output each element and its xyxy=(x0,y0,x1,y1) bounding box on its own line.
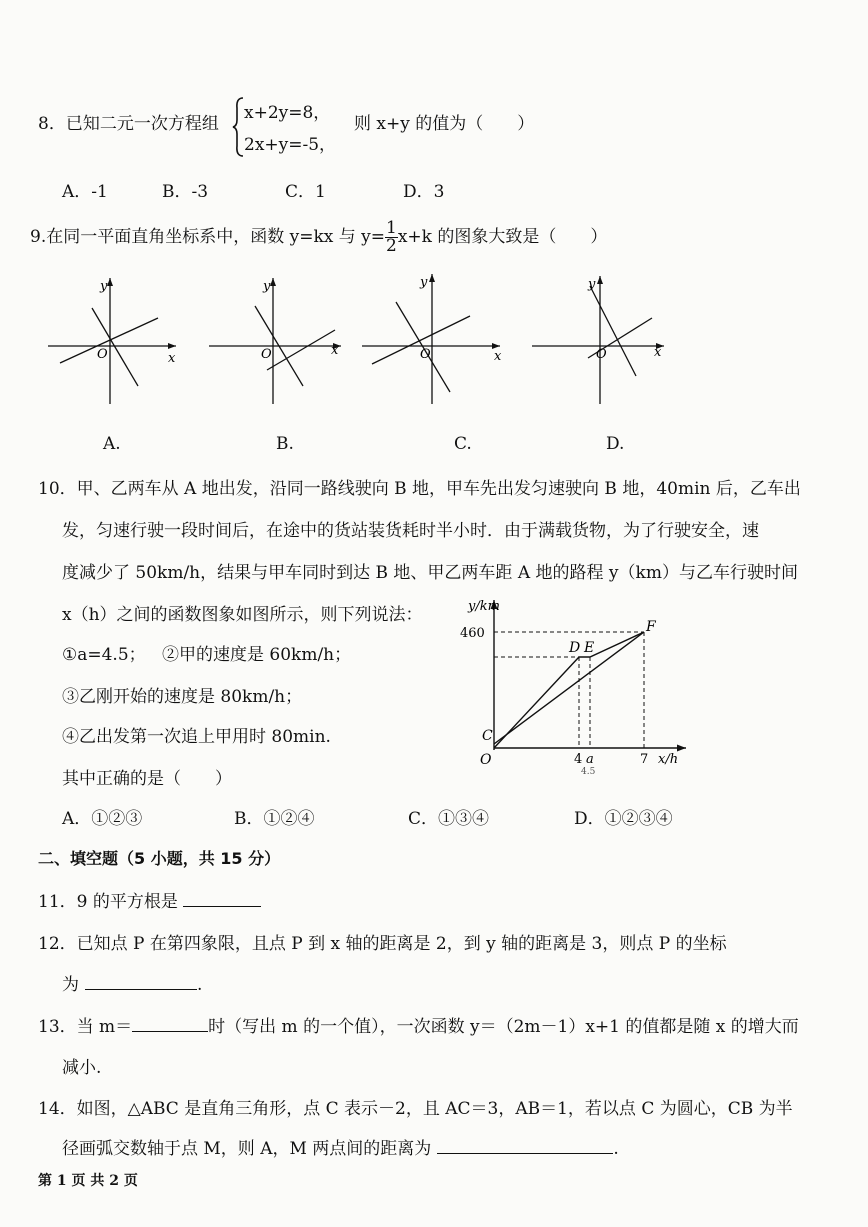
q10-graph-ylabel: y/km xyxy=(468,599,500,614)
q10-option-c: C．①③④ xyxy=(408,809,490,829)
q10-statement-3: ③乙刚开始的速度是 80km/h； xyxy=(62,687,303,707)
q9-stem-part2: x+k 的图象大致是（ ） xyxy=(397,227,608,247)
q12-line2 xyxy=(62,970,202,995)
q11-answer-blank[interactable] xyxy=(183,906,261,907)
q9c-origin: O xyxy=(420,347,431,362)
q12-line2-start: 为 xyxy=(62,975,79,995)
q9b-origin: O xyxy=(261,347,272,362)
q8-eq1: x+2y=8， xyxy=(244,103,331,123)
q14-line1: 14．如图，△ABC 是直角三角形，点 C 表示－2，且 AC＝3，AB＝1，若以点 C 为圆心，CB 为半 xyxy=(38,1099,793,1119)
q10-option-a: A．①②③ xyxy=(62,809,143,829)
page-footer: 第 1 页 共 2 页 xyxy=(38,1173,138,1189)
q13-line1-end: 时（写出 m 的一个值），一次函数 y＝（2m－1）x+1 的值都是随 x 的增大而 xyxy=(208,1017,799,1037)
q9d-axis-y: y xyxy=(588,277,596,292)
q11-text: 11．9 的平方根是 xyxy=(38,892,178,912)
q14-line2 xyxy=(62,1134,619,1159)
q9d-origin: O xyxy=(596,347,607,362)
q9-fraction xyxy=(385,220,398,255)
q14-line2-text: 径画弧交数轴于点 M，则 A，M 两点间的距离为 xyxy=(62,1139,432,1159)
section-fill-in-title: 二、填空题（5 小题，共 15 分） xyxy=(38,849,281,868)
q12-line1: 12．已知点 P 在第四象限，且点 P 到 x 轴的距离是 2，到 y 轴的距离是 3，则点 P 的坐标 xyxy=(38,934,727,954)
q13-answer-blank[interactable] xyxy=(132,1031,208,1032)
q8-option-b: B．-3 xyxy=(162,182,209,202)
q13-line1 xyxy=(38,1012,799,1037)
q10-graph-x7: 7 xyxy=(640,752,649,767)
q13-line2: 减小. xyxy=(62,1058,102,1078)
q14-line2-end: . xyxy=(613,1139,619,1159)
q12-answer-blank[interactable] xyxy=(85,989,197,990)
q10-graph-xa: a xyxy=(586,752,594,767)
q9c-axis-x: x xyxy=(494,349,502,364)
q9d-axis-x: x xyxy=(654,345,662,360)
q9-frac-den: 2 xyxy=(386,236,397,256)
q9-graph-d xyxy=(528,266,678,408)
q10-graph-point-c: C xyxy=(482,728,493,744)
q10-option-d: D．①②③④ xyxy=(574,809,673,829)
q10-graph-point-f: F xyxy=(646,619,656,635)
q10-statement-4: ④乙出发第一次追上甲用时 80min. xyxy=(62,727,331,747)
q10-graph-note: 4.5 xyxy=(581,767,596,777)
q9a-axis-x: x xyxy=(168,351,176,366)
q10-graph xyxy=(448,590,698,782)
q9a-axis-y: y xyxy=(100,279,108,294)
q9c-axis-y: y xyxy=(420,275,428,290)
q9b-axis-x: x xyxy=(331,343,339,358)
q9-label-c: C. xyxy=(454,434,472,454)
q8-option-a: A．-1 xyxy=(62,182,108,202)
q9-label-b: B. xyxy=(276,434,294,454)
q9-stem-part1: 9.在同一平面直角坐标系中，函数 y=kx 与 y= xyxy=(30,227,386,247)
q8-eq2: 2x+y=-5， xyxy=(244,135,337,155)
q8-equation-system xyxy=(232,96,337,158)
q13-line1-start: 13．当 m＝ xyxy=(38,1017,133,1037)
q9-label-a: A. xyxy=(103,434,121,454)
q10-graph-y460: 460 xyxy=(460,626,485,641)
q10-graph-origin: O xyxy=(480,752,492,768)
q9-stem xyxy=(30,220,607,255)
q10-line1: 10．甲、乙两车从 A 地出发，沿同一路线驶向 B 地，甲车先出发匀速驶向 B 地，40min 后，乙车出 xyxy=(38,479,801,499)
q10-line2: 发，匀速行驶一段时间后，在途中的货站装货耗时半小时．由于满载货物，为了行驶安全，速 xyxy=(62,521,759,541)
q8-option-c: C．1 xyxy=(285,182,326,202)
q8-option-d: D．3 xyxy=(403,182,445,202)
q10-graph-point-d: D xyxy=(569,640,581,656)
q10-line3: 度减少了 50km/h，结果与甲车同时到达 B 地、甲乙两车距 A 地的路程 y（km）与乙车行驶时间 xyxy=(62,563,798,583)
q10-graph-point-e: E xyxy=(584,640,595,656)
q10-graph-x4: 4 xyxy=(574,752,583,767)
q10-statement-2: ②甲的速度是 60km/h； xyxy=(162,645,352,665)
q9-graph-a xyxy=(40,268,190,408)
q10-option-b: B．①②④ xyxy=(234,809,315,829)
q10-line4: x（h）之间的函数图象如图所示，则下列说法： xyxy=(62,605,423,625)
q9b-axis-y: y xyxy=(263,279,271,294)
q9a-origin: O xyxy=(97,347,108,362)
q9-label-d: D. xyxy=(606,434,625,454)
q8-stem: 8．已知二元一次方程组 xyxy=(38,114,219,134)
q10-graph-xlabel: x/h xyxy=(658,752,679,767)
q9-graph-b xyxy=(205,268,355,408)
q10-statement-1: ①a=4.5； xyxy=(62,645,146,665)
q9-graph-c xyxy=(358,264,508,408)
q10-ask: 其中正确的是（ ） xyxy=(62,769,232,789)
q14-answer-blank[interactable] xyxy=(437,1153,613,1154)
q11 xyxy=(38,887,261,912)
q9-frac-num: 1 xyxy=(386,218,397,238)
q12-line2-end: . xyxy=(197,975,203,995)
q8-stem-ask: 则 x+y 的值为（ ） xyxy=(354,114,535,134)
